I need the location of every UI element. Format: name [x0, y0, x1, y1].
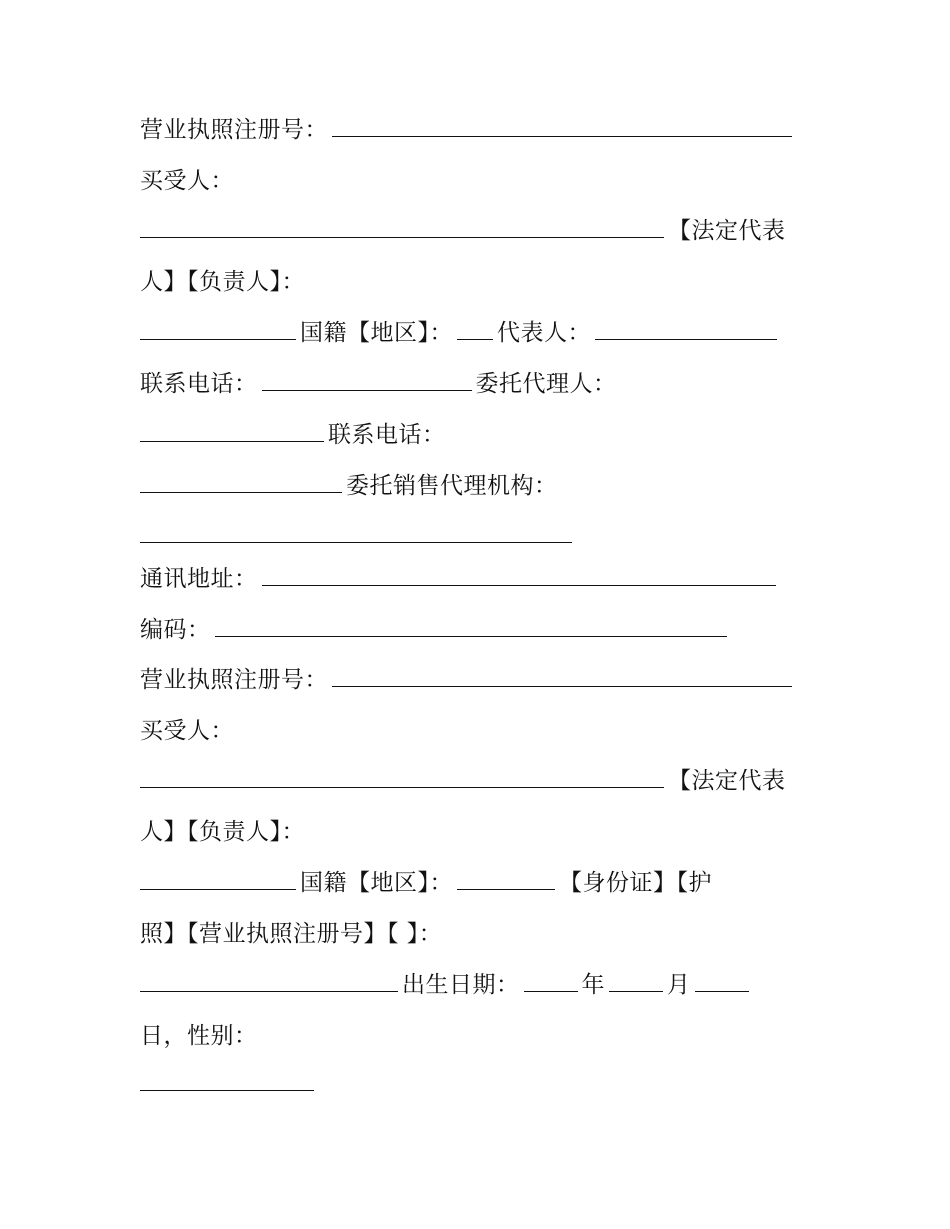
id-label-part2: 照】【营业执照注册号】【 】： — [140, 921, 443, 947]
id-number-blank[interactable] — [140, 967, 398, 992]
nationality-blank[interactable] — [457, 315, 493, 340]
phone-label: 联系电话： — [140, 371, 258, 397]
buyer-name-blank-2[interactable] — [140, 763, 664, 788]
nationality-line-1 — [140, 315, 777, 351]
sales-agency-line — [140, 468, 558, 504]
day-gender-label: 日，性别： — [140, 1023, 258, 1049]
legal-rep-line-4 — [140, 814, 305, 850]
birth-label: 出生日期： — [402, 972, 520, 998]
birth-day-blank[interactable] — [695, 967, 749, 992]
agent-phone-blank[interactable] — [140, 468, 342, 493]
legal-rep-label-part2: 人】【负责人】： — [140, 269, 305, 295]
buyer-name-blank[interactable] — [140, 213, 664, 238]
birth-month-blank[interactable] — [609, 967, 663, 992]
id-line — [140, 916, 442, 952]
nationality-label: 国籍【地区】： — [300, 320, 453, 346]
legal-rep-name-blank-2[interactable] — [140, 865, 296, 890]
nationality-label-2: 国籍【地区】： — [300, 870, 453, 896]
nationality-blank-2[interactable] — [457, 865, 555, 890]
address-line — [140, 561, 776, 597]
legal-rep-label-part1-2: 【法定代表 — [668, 768, 786, 794]
representative-label: 代表人： — [497, 320, 591, 346]
phone-line-1 — [140, 366, 617, 402]
agent-name-blank[interactable] — [140, 417, 324, 442]
legal-rep-line-3 — [140, 763, 786, 799]
year-label: 年 — [581, 972, 605, 998]
address-label: 通讯地址： — [140, 566, 258, 592]
nationality-line-2 — [140, 865, 712, 901]
phone-line-2 — [140, 417, 446, 453]
business-license-label: 营业执照注册号： — [140, 117, 328, 143]
gender-blank[interactable] — [140, 1066, 314, 1091]
postcode-line — [140, 612, 727, 648]
legal-rep-name-blank[interactable] — [140, 315, 296, 340]
legal-rep-label-part2-2: 人】【负责人】： — [140, 819, 305, 845]
month-label: 月 — [667, 972, 691, 998]
business-license-line-2 — [140, 662, 792, 698]
gender-blank-line — [140, 1066, 318, 1102]
phone-label-2: 联系电话： — [328, 422, 446, 448]
birth-line — [140, 967, 749, 1003]
gender-line — [140, 1018, 258, 1054]
id-label-part1: 【身份证】【护 — [559, 870, 712, 896]
sales-agency-blank[interactable] — [140, 518, 572, 543]
buyer-line-2 — [140, 713, 234, 749]
buyer-label: 买受人： — [140, 168, 234, 194]
business-license-line-1 — [140, 112, 792, 148]
buyer-label-2: 买受人： — [140, 718, 234, 744]
agent-label: 委托代理人： — [475, 371, 617, 397]
representative-blank[interactable] — [595, 315, 777, 340]
sales-agency-blank-line — [140, 518, 576, 554]
buyer-line-1 — [140, 163, 234, 199]
legal-rep-line-1 — [140, 213, 786, 249]
business-license-label-2: 营业执照注册号： — [140, 667, 328, 693]
address-blank[interactable] — [262, 561, 776, 586]
business-license-blank-2[interactable] — [332, 662, 792, 687]
postcode-label: 编码： — [140, 617, 211, 643]
legal-rep-line-2 — [140, 264, 305, 300]
sales-agency-label: 委托销售代理机构： — [346, 473, 558, 499]
legal-rep-label-part1: 【法定代表 — [668, 218, 786, 244]
postcode-blank[interactable] — [215, 612, 727, 637]
phone-blank[interactable] — [262, 366, 472, 391]
birth-year-blank[interactable] — [524, 967, 578, 992]
business-license-blank[interactable] — [332, 112, 792, 137]
